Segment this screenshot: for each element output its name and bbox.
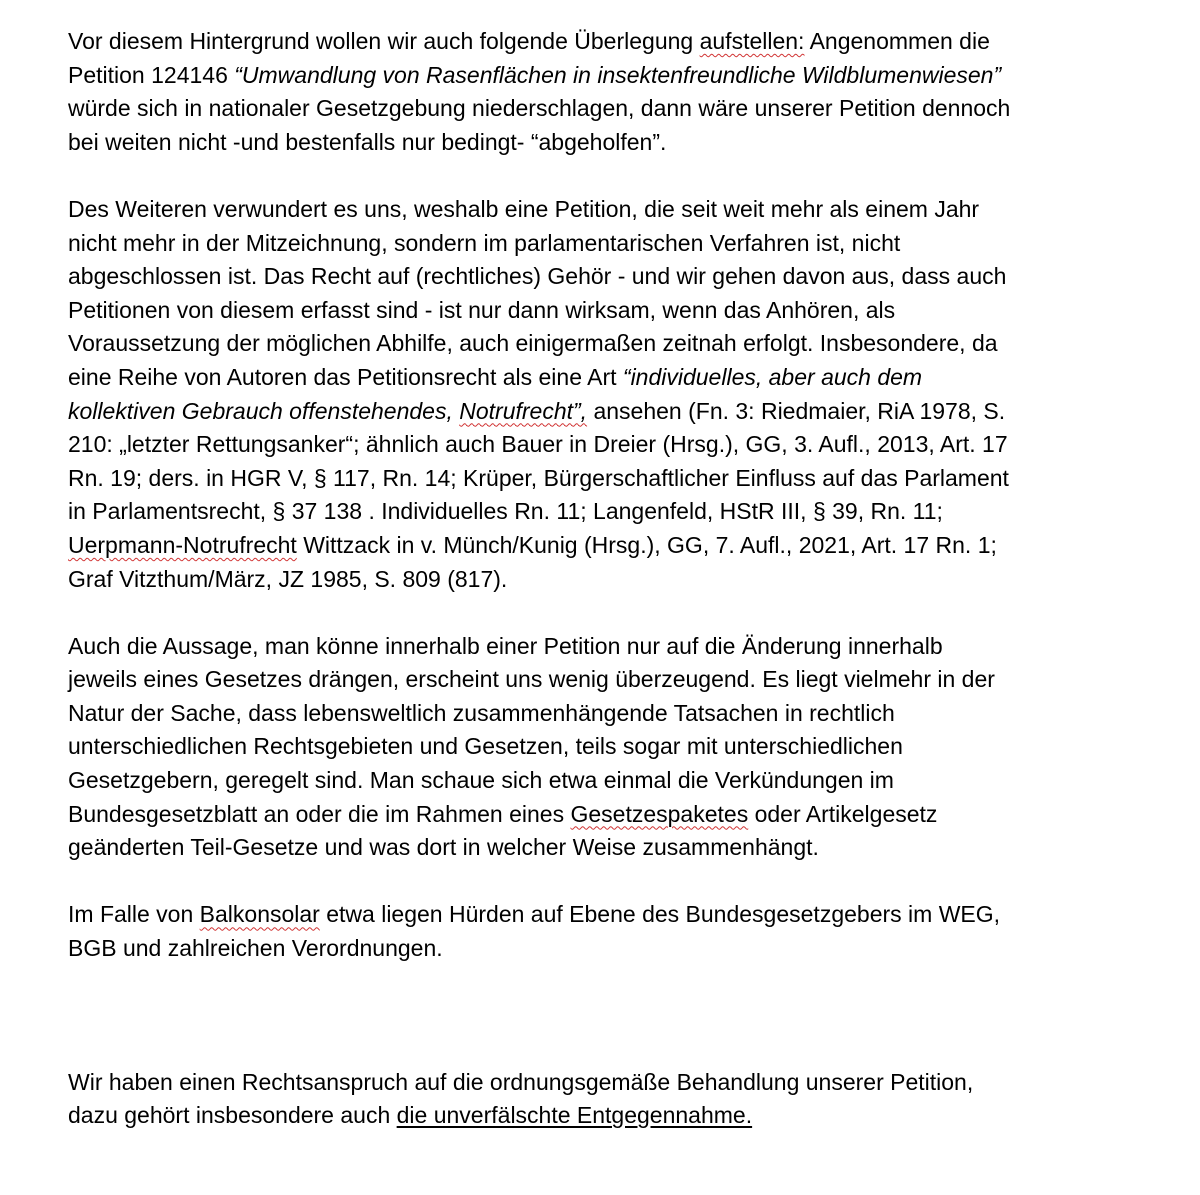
text-run: Auch die Aussage, man könne innerhalb einer Petition nur auf die Änderung innerhalb <box>68 632 943 659</box>
text-run: dazu gehört insbesondere auch <box>68 1102 397 1129</box>
text-run: Wir haben einen Rechtsanspruch auf die ordnungsgemäße Behandlung unserer Petition, <box>68 1068 974 1095</box>
text-run: jeweils eines Gesetzes drängen, erscheint uns wenig überzeugend. Es liegt vielmehr in der <box>68 666 995 693</box>
spellcheck-flagged-word[interactable]: aufstellen: <box>699 28 805 54</box>
text-run: Vor diesem Hintergrund wollen wir auch folgende Überlegung <box>68 28 700 54</box>
text-run: Des Weiteren verwundert es uns, weshalb eine Petition, die seit weit mehr als einem Jahr <box>68 195 980 222</box>
spellcheck-flagged-word[interactable]: Gesetzespaketes <box>570 800 749 827</box>
text-run: unterschiedlichen Rechtsgebieten und Gesetzen, teils sogar mit unterschiedlichen <box>68 733 903 760</box>
paragraph-3 <box>68 630 1168 865</box>
text-run: Angenommen die <box>804 28 990 54</box>
spellcheck-flagged-word[interactable]: Notrufrecht”, <box>459 397 588 424</box>
spellcheck-flagged-word[interactable]: Balkonsolar <box>199 901 320 928</box>
text-run: Gesetzgebern, geregelt sind. Man schaue sich etwa einmal die Verkündungen im <box>68 767 894 794</box>
text-run: oder Artikelgesetz <box>748 800 938 827</box>
italic-quote: kollektiven Gebrauch offenstehendes, <box>68 397 460 424</box>
spellcheck-flagged-word[interactable]: Uerpmann-Notrufrecht <box>68 531 297 558</box>
text-run: Wittzack in v. Münch/Kunig (Hrsg.), GG, 7. Aufl., 2021, Art. 17 Rn. 1; <box>296 531 997 558</box>
paragraph-4 <box>68 898 1168 965</box>
underlined-text: die unverfälschte Entgegennahme. <box>396 1102 753 1129</box>
text-run: Natur der Sache, dass lebensweltlich zusammenhängende Tatsachen in rechtlich <box>68 699 895 726</box>
text-run: Bundesgesetzblatt an oder die im Rahmen eines <box>68 800 571 827</box>
text-run: Im Falle von <box>68 901 200 928</box>
text-run: abgeschlossen ist. Das Recht auf (rechtliches) Gehör - und wir gehen davon aus, dass auch <box>68 263 1007 290</box>
text-run: bei weiten nicht -und bestenfalls nur bedingt- “abgeholfen”. <box>68 128 667 155</box>
text-run: BGB und zahlreichen Verordnungen. <box>68 935 443 962</box>
italic-quote: “individuelles, aber auch dem <box>622 363 923 390</box>
text-run: ansehen (Fn. 3: Riedmaier, RiA 1978, S. <box>587 397 1006 424</box>
text-run: Petition 124146 <box>68 61 235 88</box>
italic-quote: “Umwandlung von Rasenflächen in insektenfreundliche Wildblumenwiesen” <box>234 61 1002 88</box>
text-run: geänderten Teil-Gesetze und was dort in welcher Weise zusammenhängt. <box>68 834 819 861</box>
text-run: nicht mehr in der Mitzeichnung, sondern im parlamentarischen Verfahren ist, nicht <box>68 229 901 256</box>
document-page <box>68 25 1168 1166</box>
text-run: eine Reihe von Autoren das Petitionsrecht als eine Art <box>68 363 623 390</box>
text-run: in Parlamentsrecht, § 37 138 . Individuelles Rn. 11; Langenfeld, HStR III, § 39, Rn. 11; <box>68 498 943 525</box>
paragraph-1 <box>68 25 1168 159</box>
text-run: würde sich in nationaler Gesetzgebung niederschlagen, dann wäre unserer Petition dennoch <box>68 95 1011 122</box>
text-run: etwa liegen Hürden auf Ebene des Bundesgesetzgebers im WEG, <box>319 901 1001 928</box>
text-run: Petitionen von diesem erfasst sind - ist nur dann wirksam, wenn das Anhören, als <box>68 296 896 323</box>
text-run: Rn. 19; ders. in HGR V, § 117, Rn. 14; Krüper, Bürgerschaftlicher Einfluss auf das Parlament <box>68 464 1009 491</box>
paragraph-2 <box>68 193 1168 596</box>
paragraph-5 <box>68 1066 1168 1133</box>
text-run: Voraussetzung der möglichen Abhilfe, auch einigermaßen zeitnah erfolgt. Insbesondere, da <box>68 330 998 357</box>
text-run: Graf Vitzthum/März, JZ 1985, S. 809 (817). <box>68 565 508 592</box>
text-run: 210: „letzter Rettungsanker“; ähnlich auch Bauer in Dreier (Hrsg.), GG, 3. Aufl., 2013, Art. 17 <box>68 431 1008 458</box>
